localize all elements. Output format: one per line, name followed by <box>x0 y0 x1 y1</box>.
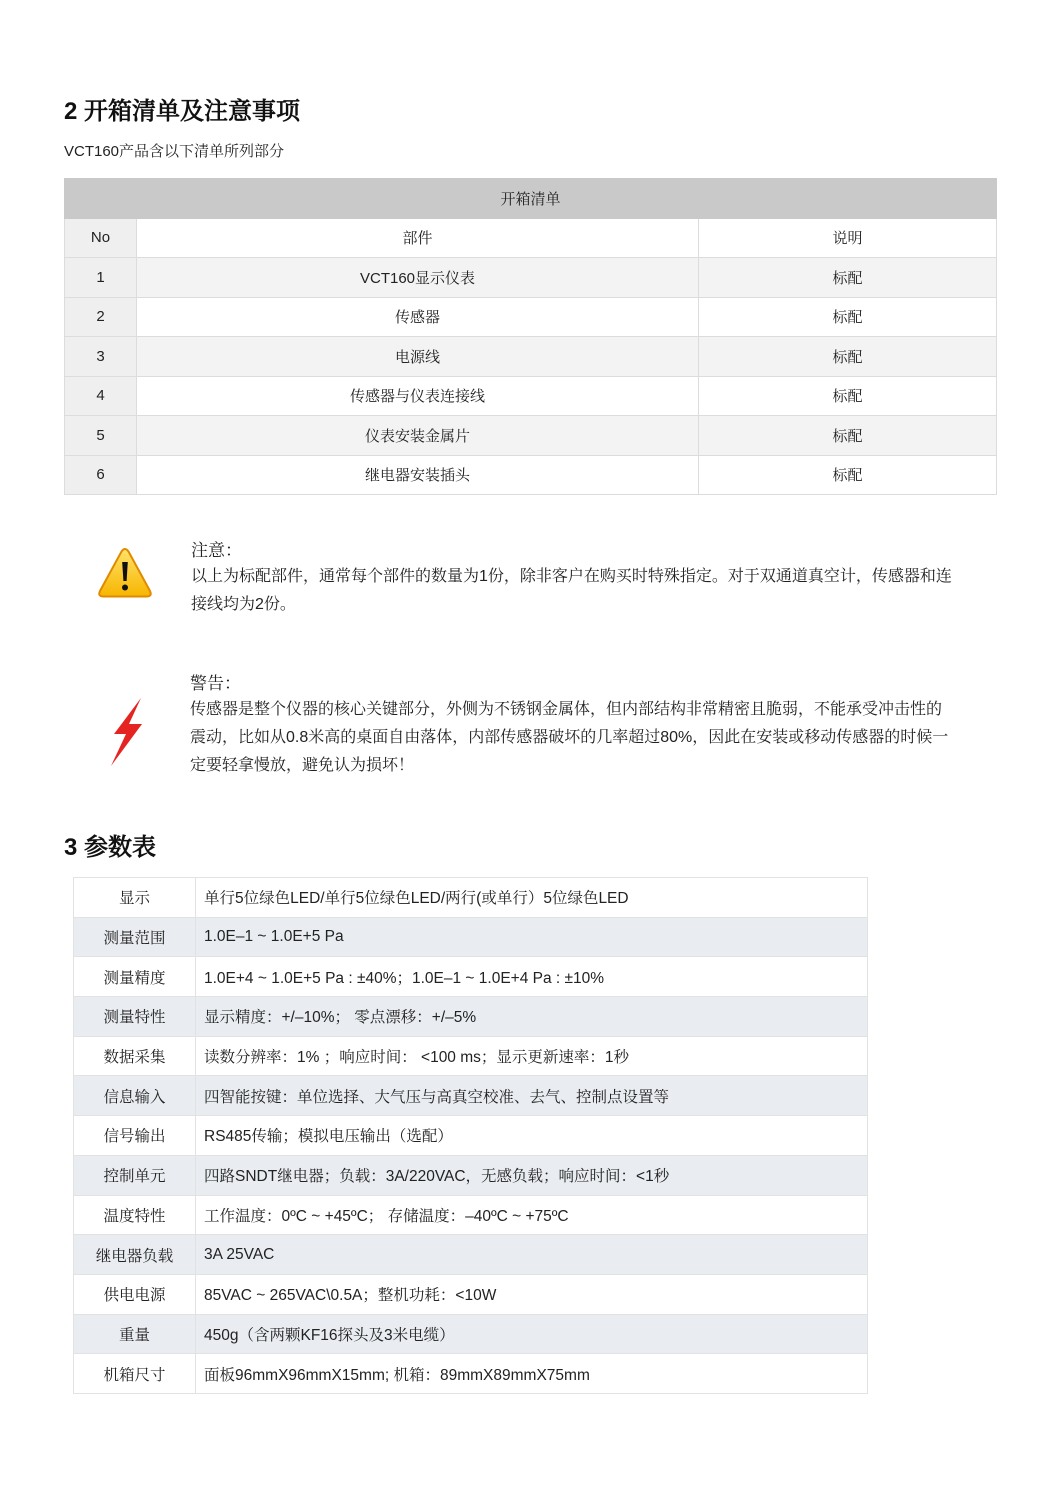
table-row <box>74 1354 868 1394</box>
lightning-bolt-icon <box>107 697 145 767</box>
spec-label: 测量范围 <box>74 917 196 957</box>
table-row <box>74 878 868 918</box>
row-part: 传感器 <box>137 297 699 337</box>
spec-label: 重量 <box>74 1314 196 1354</box>
row-part: 传感器与仪表连接线 <box>137 376 699 416</box>
spec-value: 1.0E–1 ~ 1.0E+5 Pa <box>196 917 868 957</box>
table-row <box>74 1076 868 1116</box>
row-part: 继电器安装插头 <box>137 455 699 495</box>
column-header-note: 说明 <box>699 218 997 258</box>
table-row <box>74 917 868 957</box>
row-no: 3 <box>65 337 137 377</box>
spec-value: RS485传输；模拟电压输出（选配） <box>196 1116 868 1156</box>
spec-value: 85VAC ~ 265VAC\0.5A；整机功耗：<10W <box>196 1274 868 1314</box>
notice-title: 注意： <box>191 541 242 560</box>
spec-value: 面板96mmX96mmX15mm; 机箱：89mmX89mmX75mm <box>196 1354 868 1394</box>
spec-label: 控制单元 <box>74 1155 196 1195</box>
row-no: 1 <box>65 258 137 298</box>
table-row <box>65 297 997 337</box>
spec-value: 3A 25VAC <box>196 1235 868 1275</box>
spec-label: 数据采集 <box>74 1036 196 1076</box>
table-row <box>65 455 997 495</box>
row-no: 2 <box>65 297 137 337</box>
packing-list-table <box>64 178 997 495</box>
table-row <box>74 1195 868 1235</box>
spec-table <box>73 877 868 1394</box>
table-row <box>74 957 868 997</box>
warning-triangle-icon <box>97 547 153 599</box>
table-row <box>74 1155 868 1195</box>
spec-value: 工作温度：0ºC ~ +45ºC； 存储温度：–40ºC ~ +75ºC <box>196 1195 868 1235</box>
packing-list-title-row <box>65 179 997 219</box>
row-part: VCT160显示仪表 <box>137 258 699 298</box>
row-note: 标配 <box>699 337 997 377</box>
table-row <box>74 997 868 1037</box>
table-row <box>65 337 997 377</box>
section-3-heading: 3 参数表 <box>64 834 157 861</box>
table-row <box>74 1314 868 1354</box>
notice-body: 以上为标配部件，通常每个部件的数量为1份，除非客户在购买时特殊指定。对于双通道真空计，传感器和连接线均为2份。 <box>191 568 952 613</box>
row-note: 标配 <box>699 455 997 495</box>
row-note: 标配 <box>699 258 997 298</box>
spec-value: 1.0E+4 ~ 1.0E+5 Pa : ±40%；1.0E–1 ~ 1.0E+4 Pa : ±10% <box>196 957 868 997</box>
table-row <box>74 1116 868 1156</box>
table-row <box>65 376 997 416</box>
section-2-intro: VCT160产品含以下清单所列部分 <box>64 143 285 160</box>
spec-label: 测量特性 <box>74 997 196 1037</box>
spec-label: 温度特性 <box>74 1195 196 1235</box>
packing-list-title: 开箱清单 <box>65 179 997 219</box>
spec-value: 显示精度：+/–10%； 零点漂移：+/–5% <box>196 997 868 1037</box>
row-no: 6 <box>65 455 137 495</box>
row-part: 电源线 <box>137 337 699 377</box>
table-row <box>74 1235 868 1275</box>
table-row <box>74 1036 868 1076</box>
row-part: 仪表安装金属片 <box>137 416 699 456</box>
spec-label: 信号输出 <box>74 1116 196 1156</box>
spec-label: 测量精度 <box>74 957 196 997</box>
spec-label: 显示 <box>74 878 196 918</box>
spec-value: 450g（含两颗KF16探头及3米电缆） <box>196 1314 868 1354</box>
row-no: 5 <box>65 416 137 456</box>
row-no: 4 <box>65 376 137 416</box>
table-row <box>65 416 997 456</box>
packing-list-header-row <box>65 218 997 258</box>
spec-label: 供电电源 <box>74 1274 196 1314</box>
column-header-no: No <box>65 218 137 258</box>
row-note: 标配 <box>699 416 997 456</box>
spec-value: 四智能按键：单位选择、大气压与高真空校准、去气、控制点设置等 <box>196 1076 868 1116</box>
section-2-heading: 2 开箱清单及注意事项 <box>64 98 301 125</box>
spec-value: 四路SNDT继电器；负载：3A/220VAC，无感负载；响应时间：<1秒 <box>196 1155 868 1195</box>
spec-label: 机箱尺寸 <box>74 1354 196 1394</box>
warning-body: 传感器是整个仪器的核心关键部分，外侧为不锈钢金属体，但内部结构非常精密且脆弱，不能承受冲击性的震动，比如从0.8米高的桌面自由落体，内部传感器破坏的几率超过80%，因此在安装或移动传感器的时候一定要轻拿慢放，避免认为损坏！ <box>190 701 949 774</box>
spec-label: 继电器负载 <box>74 1235 196 1275</box>
spec-value: 单行5位绿色LED/单行5位绿色LED/两行(或单行）5位绿色LED <box>196 878 868 918</box>
spec-value: 读数分辨率：1% ；响应时间： <100 ms；显示更新速率：1秒 <box>196 1036 868 1076</box>
column-header-part: 部件 <box>137 218 699 258</box>
table-row <box>65 258 997 298</box>
row-note: 标配 <box>699 297 997 337</box>
row-note: 标配 <box>699 376 997 416</box>
warning-title: 警告： <box>190 674 241 693</box>
table-row <box>74 1274 868 1314</box>
spec-label: 信息输入 <box>74 1076 196 1116</box>
